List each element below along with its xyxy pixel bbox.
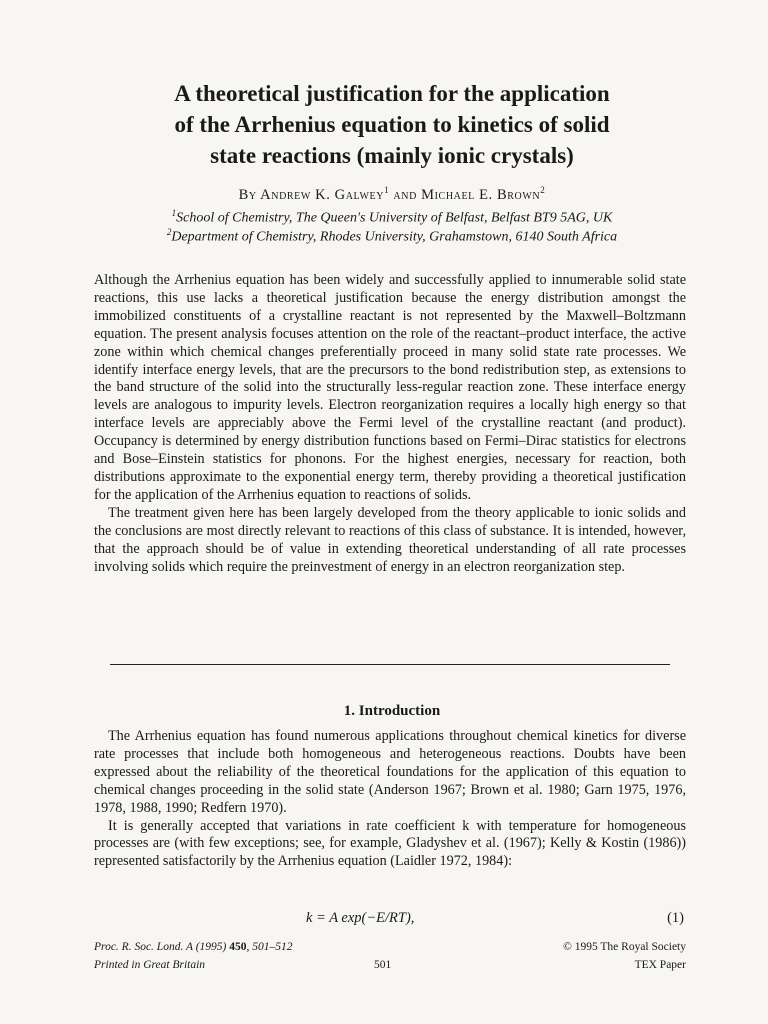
body-paragraph-2: It is generally accepted that variations in rate coefficient k with temperature for homogeneous processes are (with few exceptions; see, for example, Gladyshev et al. (1967); Kelly & Kostin (1986)) represented satisfactorily by the Arrhenius equation (Laidler 1972, 1984): — [94, 817, 686, 870]
author-1-affil-mark: 1 — [384, 185, 390, 195]
affiliation-1-mark: 1 — [171, 208, 177, 218]
section-number: 1. — [343, 703, 356, 719]
author-2-affil-mark: 2 — [540, 185, 546, 195]
title-line-2: of the Arrhenius equation to kinetics of solid — [174, 112, 610, 137]
journal-volume: 450 — [229, 941, 247, 953]
by-label: By — [238, 186, 257, 203]
page-number: 501 — [374, 959, 392, 971]
author-1-name: Andrew K. Galwey — [260, 186, 385, 203]
copyright-notice: © 1995 The Royal Society — [563, 941, 686, 953]
journal-series: A (1995) — [186, 941, 227, 953]
equation-expression: k = A exp(−E/RT), — [306, 910, 415, 926]
affiliation-1 — [92, 208, 692, 227]
section-title: Introduction — [358, 703, 441, 719]
affiliation-2-text: Department of Chemistry, Rhodes University, Grahamstown, 6140 South Africa — [171, 229, 618, 245]
paper-type: TEX Paper — [634, 959, 686, 971]
journal-pages: , 501–512 — [246, 941, 293, 953]
paper-title — [92, 78, 692, 171]
abstract-divider — [110, 664, 670, 665]
equation-number: (1) — [667, 910, 684, 926]
abstract-paragraph-1: Although the Arrhenius equation has been widely and successfully applied to innumerable solid state reactions, this use lacks a theoretical justification because the energy distribution amongst the immobilized constituents of a crystalline reactant is not represented by the Maxwell–Boltzmann equation. The present analysis focuses attention on the role of the reactant–product interface, the active zone within which chemical changes preferentially proceed in many solid state rate processes. We identify interface energy levels, that are the precursors to the bond redistribution step, as extensions to the band structure of the solid into the structurally less-regular reaction zone. These interface energy levels are analogous to impurity levels. Electron reorganization requires a locally high energy so that interface levels are appreciably above the Fermi level of the crystalline reactant (and product). Occupancy is determined by energy distribution functions based on Fermi–Dirac statistics for electrons and Bose–Einstein statistics for phonons. For the highest energies, necessary for reaction, both distributions approximate to the exponential energy term, thereby providing a theoretical justification for the application of the Arrhenius equation to reactions of solids. — [94, 272, 686, 503]
section-heading — [92, 703, 692, 720]
journal-citation — [94, 941, 292, 953]
abstract — [94, 272, 686, 576]
journal-name: Proc. R. Soc. Lond. — [94, 941, 184, 953]
body-paragraph-1: The Arrhenius equation has found numerous applications throughout chemical kinetics for diverse rate processes that include both homogeneous and heterogeneous reactions. Doubts have been expressed about the reliability of the theoretical foundations for the application of this equation to chemical changes proceeding in the solid state (Anderson 1967; Brown et al. 1980; Garn 1975, 1976, 1978, 1988, 1990; Redfern 1970). — [94, 728, 686, 816]
affiliation-1-text: School of Chemistry, The Queen's University of Belfast, Belfast BT9 5AG, UK — [176, 210, 613, 226]
affiliation-2-mark: 2 — [166, 227, 172, 237]
introduction-body — [94, 728, 686, 871]
author-line — [92, 185, 692, 204]
title-line-1: A theoretical justification for the application — [174, 81, 610, 106]
and-label: and — [393, 186, 417, 203]
title-line-3: state reactions (mainly ionic crystals) — [210, 143, 574, 168]
affiliation-2 — [92, 227, 692, 246]
author-2-name: Michael E. Brown — [421, 186, 541, 203]
abstract-paragraph-2: The treatment given here has been largely developed from the theory applicable to ionic solids and the conclusions are most directly relevant to reactions of this class of substance. It is intended, however, that the approach should be of value in extending theoretical understanding of all rate processes involving solids which require the preinvestment of energy in an electron reorganization step. — [94, 504, 686, 575]
printed-notice: Printed in Great Britain — [94, 959, 206, 971]
